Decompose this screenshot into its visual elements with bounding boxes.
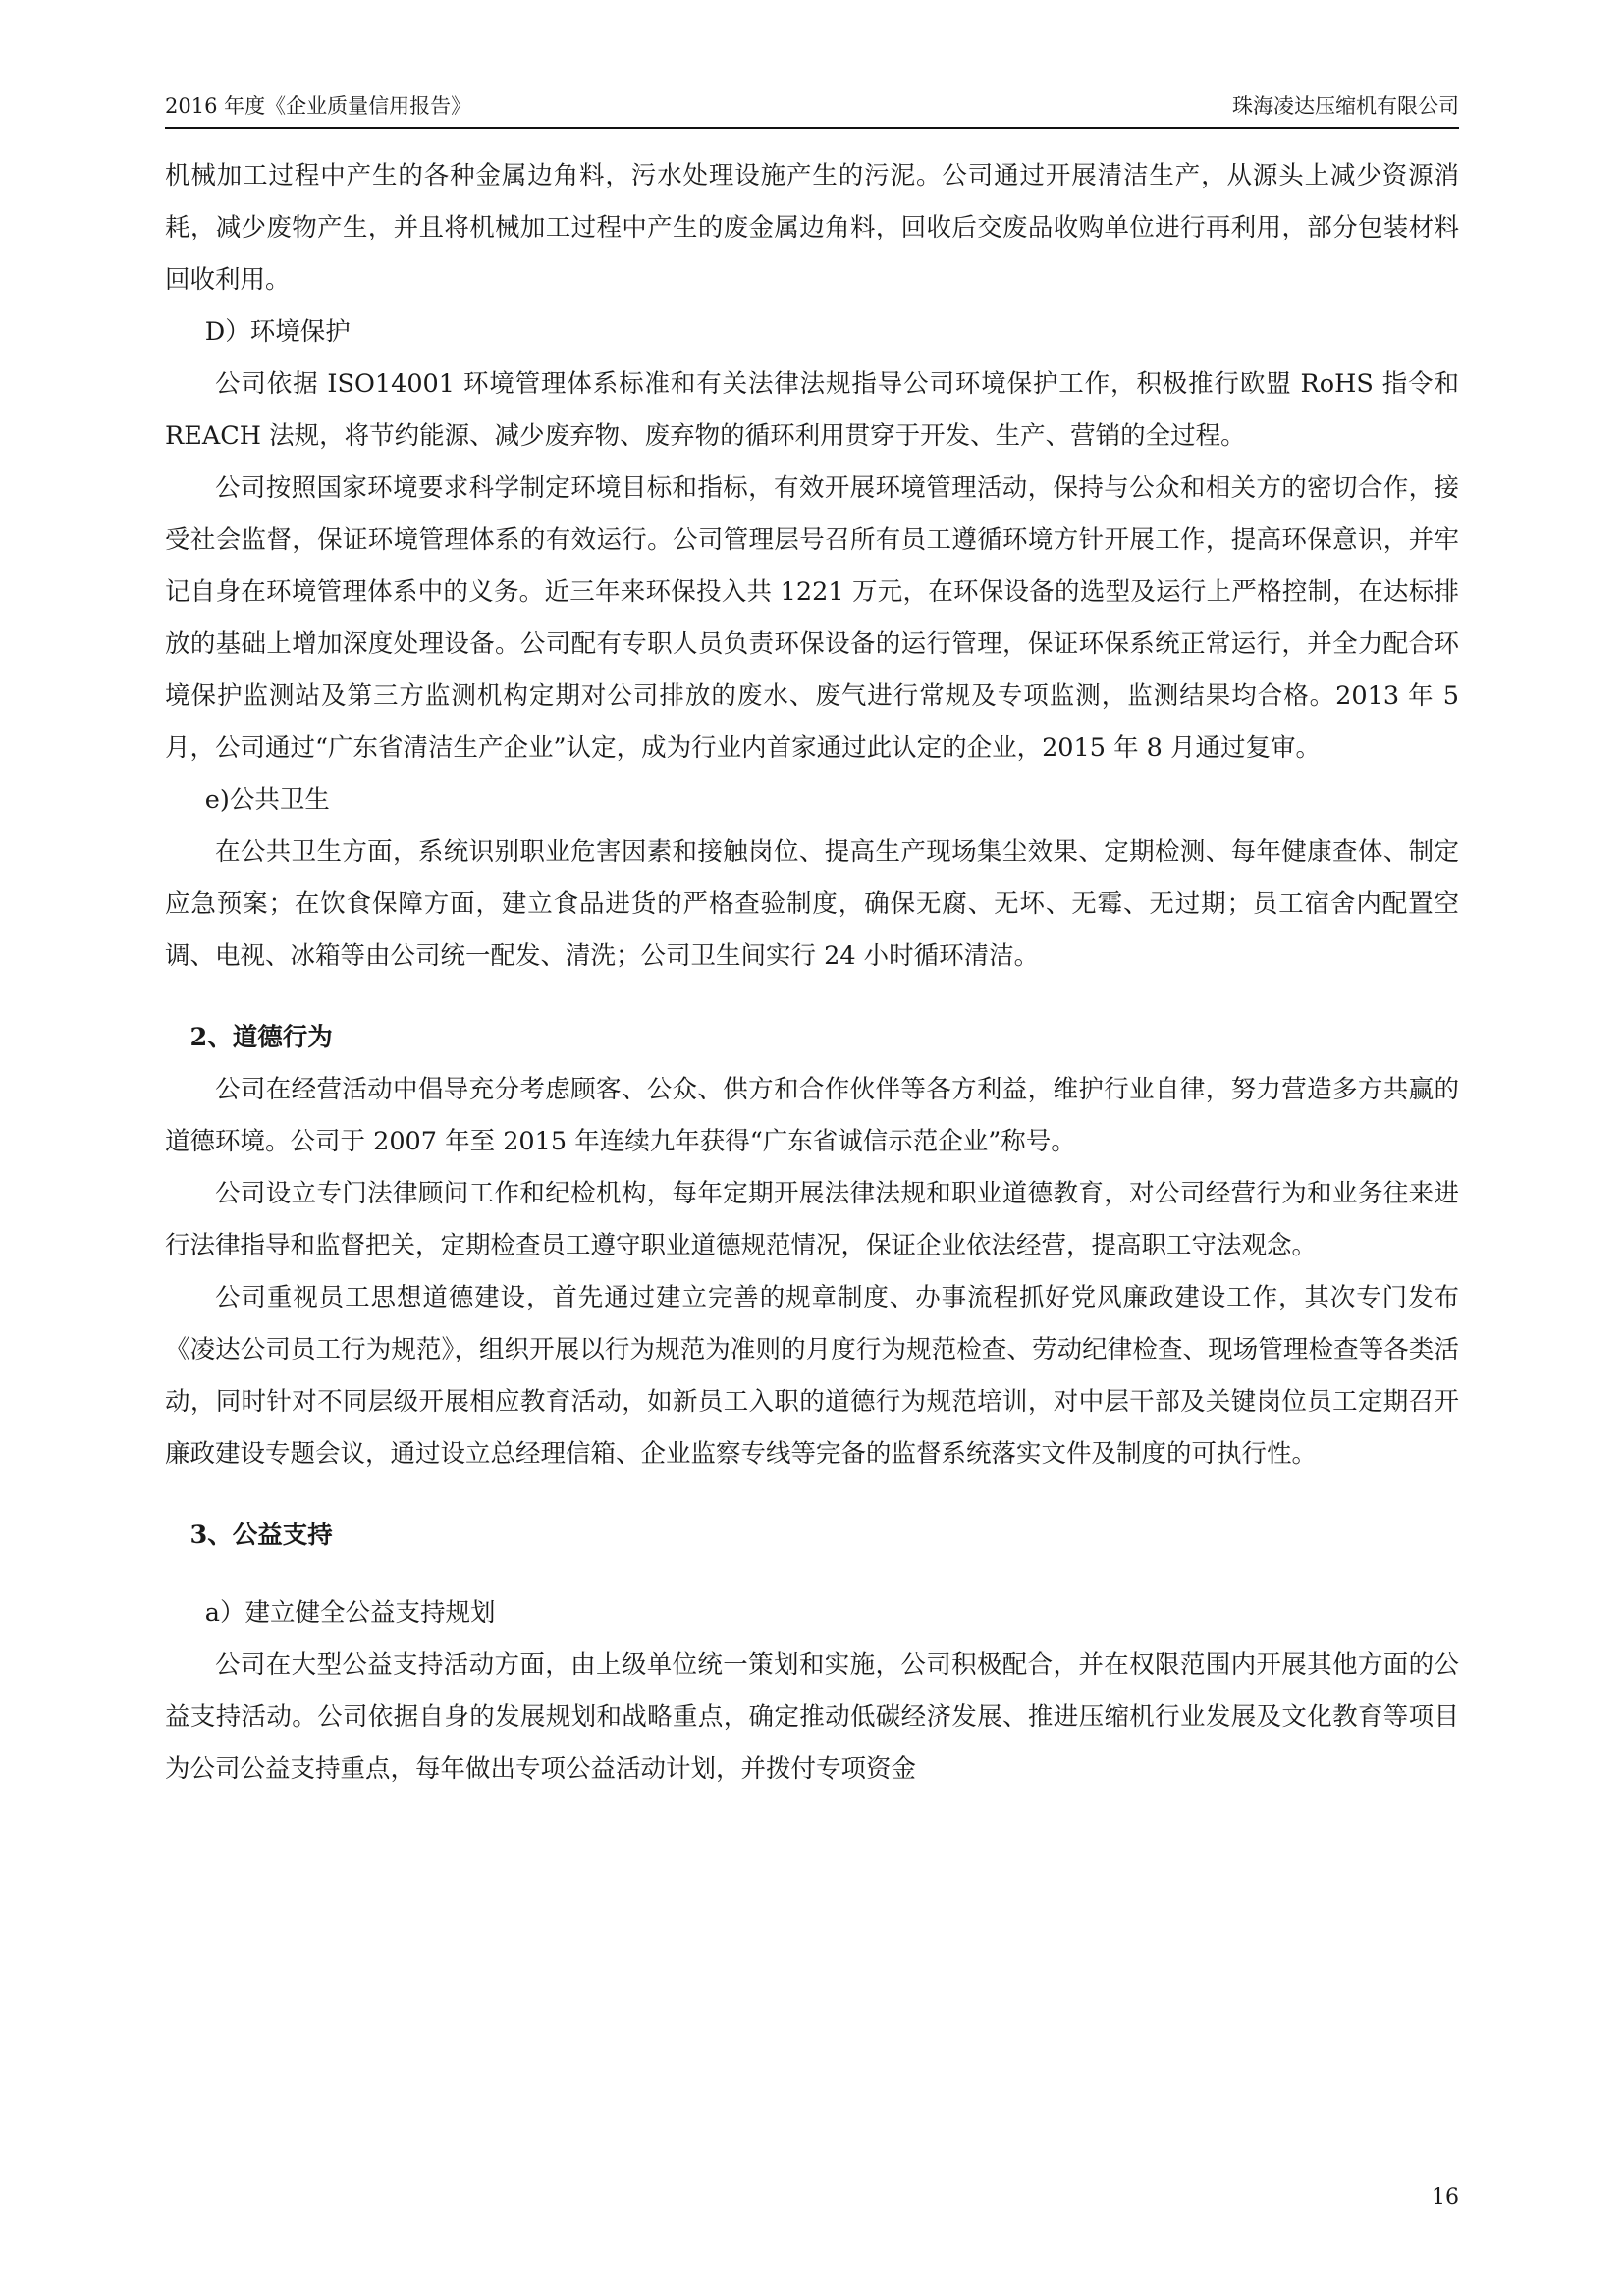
page-number: 16 xyxy=(1432,2185,1459,2210)
para-moral-2: 公司设立专门法律顾问工作和纪检机构，每年定期开展法律法规和职业道德教育，对公司经营行为和业务往来进行法律指导和监督把关，定期检查员工遵守职业道德规范情况，保证企业依法经营，提高职工守法观念。 xyxy=(165,1179,1459,1261)
label-d-environment: D）环境保护 xyxy=(204,317,351,347)
page-content xyxy=(165,94,1459,1795)
para-continued-waste: 机械加工过程中产生的各种金属边角料，污水处理设施产生的污泥。公司通过开展清洁生产，从源头上减少资源消耗，减少废物产生，并且将机械加工过程中产生的废金属边角料，回收后交废品收购单位进行再利用，部分包装材料回收利用。 xyxy=(165,161,1459,295)
para-environment-management: 公司按照国家环境要求科学制定环境目标和指标，有效开展环境管理活动，保持与公众和相关方的密切合作，接受社会监督，保证环境管理体系的有效运行。公司管理层号召所有员工遵循环境方针开展工作，提高环保意识，并牢记自身在环境管理体系中的义务。近三年来环保投入共 1221 万元，在环保设备的选型及运行上严格控制，在达标排放的基础上增加深度处理设备。公司配有专职人员负责环保设备的运行管理，保证环保系统正常运行，并全力配合环境保护监测站及第三方监测机构定期对公司排放的废水、废气进行常规及专项监测，监测结果均合格。2013 年 5 月，公司通过“广东省清洁生产企业”认定，成为行业内首家通过此认定的企业，2015 年 8 月通过复审。 xyxy=(165,473,1459,764)
para-moral-3: 公司重视员工思想道德建设，首先通过建立完善的规章制度、办事流程抓好党风廉政建设工作，其次专门发布《凌达公司员工行为规范》，组织开展以行为规范为准则的月度行为规范检查、劳动纪律检查、现场管理检查等各类活动，同时针对不同层级开展相应教育活动，如新员工入职的道德行为规范培训，对中层干部及关键岗位员工定期召开廉政建设专题会议，通过设立总经理信箱、企业监察专线等完备的监督系统落实文件及制度的可执行性。 xyxy=(165,1283,1459,1469)
heading-moral-behavior: 2、道德行为 xyxy=(189,1023,333,1053)
header-report-title: 2016 年度《企业质量信用报告》 xyxy=(165,94,472,118)
page-header xyxy=(165,94,1459,129)
document-body xyxy=(165,150,1459,1795)
para-moral-1: 公司在经营活动中倡导充分考虑顾客、公众、供方和合作伙伴等各方利益，维护行业自律，努力营造多方共赢的道德环境。公司于 2007 年至 2015 年连续九年获得“广东省诚信示范企业”称号。 xyxy=(165,1075,1459,1157)
header-company-name: 珠海凌达压缩机有限公司 xyxy=(1232,94,1459,118)
label-e-public-health: e)公共卫生 xyxy=(204,785,330,816)
label-a-welfare-plan: a）建立健全公益支持规划 xyxy=(204,1598,496,1629)
para-public-health: 在公共卫生方面，系统识别职业危害因素和接触岗位、提高生产现场集尘效果、定期检测、每年健康查体、制定应急预案；在饮食保障方面，建立食品进货的严格查验制度，确保无腐、无坏、无霉、无过期；员工宿舍内配置空调、电视、冰箱等由公司统一配发、清洗；公司卫生间实行 24 小时循环清洁。 xyxy=(165,837,1459,972)
para-welfare-1: 公司在大型公益支持活动方面，由上级单位统一策划和实施，公司积极配合，并在权限范围内开展其他方面的公益支持活动。公司依据自身的发展规划和战略重点，确定推动低碳经济发展、推进压缩机行业发展及文化教育等项目为公司公益支持重点，每年做出专项公益活动计划，并拨付专项资金 xyxy=(165,1650,1459,1785)
heading-public-welfare: 3、公益支持 xyxy=(189,1521,333,1551)
para-iso14001: 公司依据 ISO14001 环境管理体系标准和有关法律法规指导公司环境保护工作，积极推行欧盟 RoHS 指令和 REACH 法规，将节约能源、减少废弃物、废弃物的循环利用贯穿于开发、生产、营销的全过程。 xyxy=(165,369,1459,452)
